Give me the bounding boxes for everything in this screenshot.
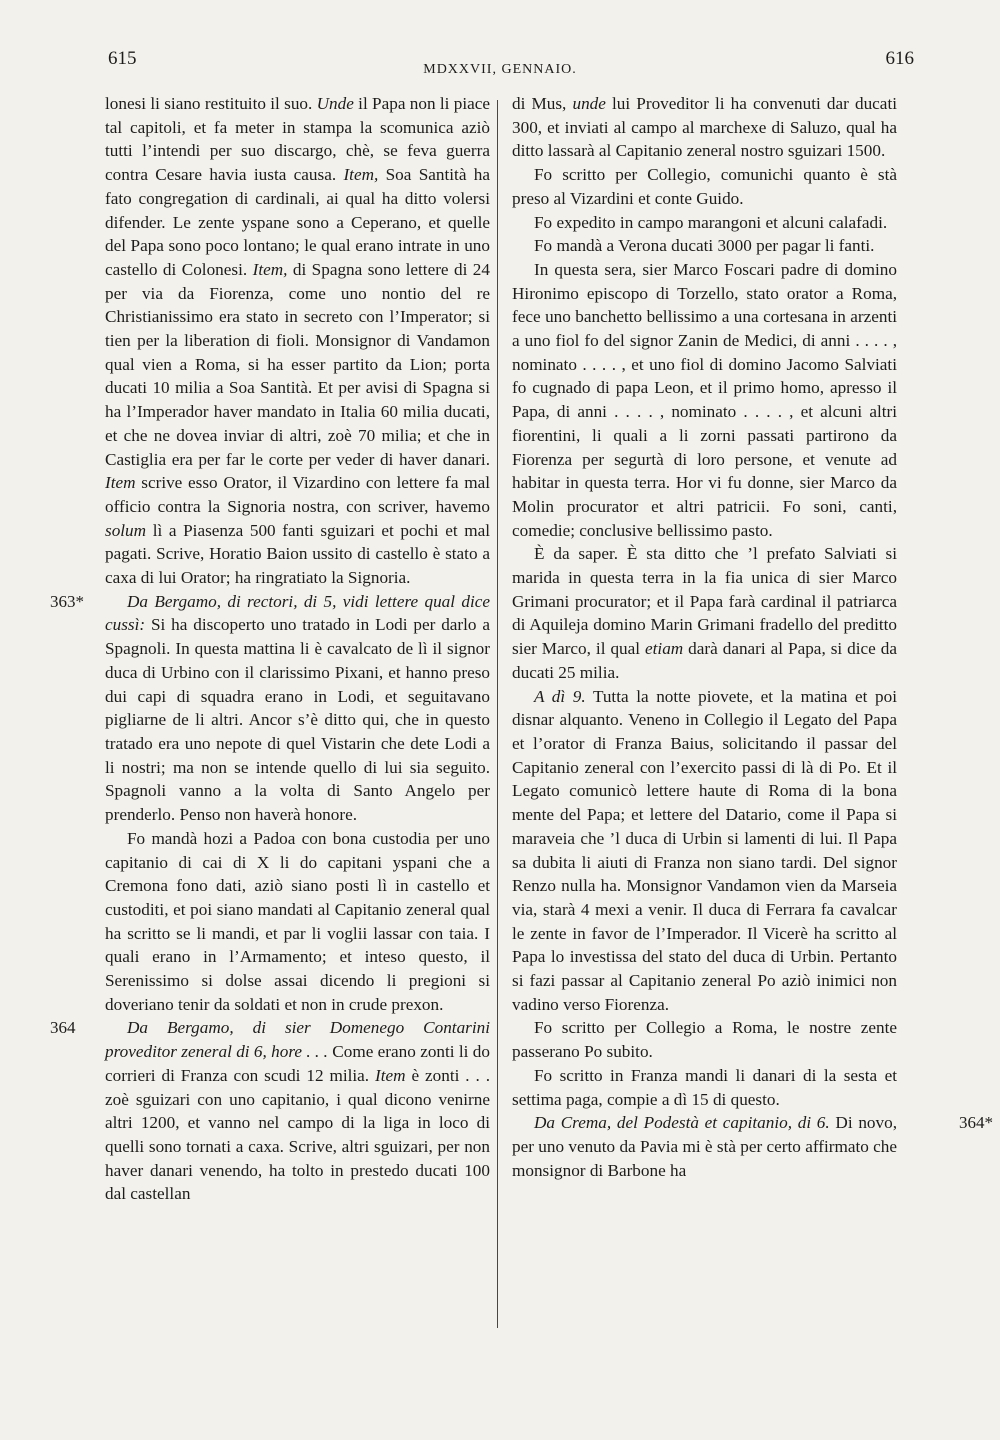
margin-folio-number: 364 <box>50 1018 76 1038</box>
paragraph: Fo mandà hozi a Padoa con bona custodia per uno capitanio di cai di X li do capitani yspani che a Cremona fono dati, aziò siano posti lì in castello et custoditi, et poi siano mandati al Capitanio zeneral qual ha scritto se li mandi, et par li voglii lassar con taia. I quali erano in l’Armamento; et inteso questo, il Serenissimo si dolse assai dicendo li pregioni si doveriano tenir da soldati et non in crude prexon. <box>105 828 490 1014</box>
entry-heading: A dì 9. <box>534 686 586 706</box>
paragraph: È da saper. È sta ditto che ’l prefato Salviati si marida in questa terra in la fia unica di sier Marco Grimani procurator; et il Papa farà cardinal il patriarca di Aquileja domino Marin Grimani fradello del preditto sier Marco, il qual etiam darà danari al Papa, si dice da ducati 25 milia. <box>512 544 897 682</box>
letter-entry: 364* Da Crema, del Podestà et capitanio, di 6. Di novo, per uno venuto da Pavia mi è stà per certo affirmato che monsignor di Barbone ha <box>512 1113 993 1180</box>
paragraph: Fo scritto in Franza mandi li danari di la sesta et settima paga, compie a dì 15 di questo. <box>512 1065 897 1109</box>
left-column <box>50 92 490 1206</box>
entry-heading: Da Bergamo, di rectori, di 5, vidi lettere qual dice cussì: <box>105 591 490 635</box>
paragraph: Fo expedito in campo marangoni et alcuni calafadi. <box>534 212 888 232</box>
right-column <box>512 92 993 1182</box>
dated-entry: A dì 9. Tutta la notte piovete, et la matina et poi disnar alquanto. Veneno in Collegio il Legato del Papa et l’orator di Franza Baius, solicitando il passar del Capitanio zeneral con l’exercito passi di là di Po. Et il Legato comunicò lettere haute di Roma di la bona mente del Papa; et lettere del Datario, come il Papa si maraveia che ’l duca di Urbin si lamenti di lui. Il Papa sa dubita li aiuti di Franza non siano tardi. Del signor Renzo nulla ha. Monsignor Vandamon vien da Marseia via, starà 4 mexi a venir. Il duca di Ferrara fa cavalcar le zente in favor de l’Imperador. Il Vicerè ha scritto al Papa lo investissa del stato del duca di Urbin. Pertanto si fazi passar al Capitanio zeneral Po aziò inimici non vadino verso Fiorenza. <box>512 686 897 1014</box>
column-divider <box>497 100 498 1328</box>
entry-heading: Da Bergamo, di sier Domenego Contarini proveditor zeneral di 6, hore . . . <box>105 1018 490 1062</box>
entry-heading: Da Crema, del Podestà et capitanio, di 6. <box>534 1113 830 1133</box>
right-page-number: 616 <box>885 48 914 69</box>
paragraph: Fo mandà a Verona ducati 3000 per pagar li fanti. <box>534 236 875 256</box>
paragraph: lonesi li siano restituito il suo. Unde il Papa non li piace tal capitoli, et fa meter in stampa la scomunica aziò tutti l’intendi per suo discargo, chè, se feva guerra contra Cesare havia iusta causa. Item, Soa Santità ha fato congregation di cardinali, ai qual ha ditto volersi difender. Le zente yspane sono a Ceperano, et quelle del Papa sono poco lontano; le qual erano intrate in uno castello di Colonesi. Item, di Spagna sono lettere di 24 per via da Fiorenza, come uno nontio del re Christianissimo era stato in secreto con l’Imperator; si tien per la liberation di fioli. Monsignor di Vandamon qual vien a Roma, si ha esser partito da Lion; porta ducati 10 milia a Soa Santità. Et per avisi di Spagna si ha l’Imperador haver mandato in Italia 60 milia ducati, et che ne dovea inviar di altri, zoè 70 milia; et che in Castiglia era per far le corte per veder di haver danari. Item scrive esso Orator, il Vizardino con lettere fa mal officio contra la Signoria nostra, con scriver, havemo solum lì a Piasenza 500 fanti sguizari et pochi et mal pagati. Scrive, Horatio Baion ussito di castello è stato a caxa di lui Orator; ha ringratiato la Signoria. <box>105 94 490 588</box>
paragraph: In questa sera, sier Marco Foscari padre di domino Hironimo episcopo di Torzello, stato orator a Roma, fece uno banchetto bellissimo a una cortesana in arzenti a uno fiol fo del signor Zanin de Medici, di anni . . . . , nominato . . . . , et uno fiol di domino Jacomo Salviati fo cugnado di papa Leon, et il primo homo, apresso il Papa, di anni . . . . , nominato . . . . , et alcuni altri fiorentini, li quali a li zorni passati partirono da Fiorenza per segurtà di loro persone, et venute ad habitar in questa terra. Hor vi fu donne, sier Marco da Molin procurator et altri patricii. Fo soni, canti, comedie; conclusive bellissimo pasto. <box>512 259 897 540</box>
letter-entry: 364 Da Bergamo, di sier Domenego Contarini proveditor zeneral di 6, hore . . . Come erano zonti li do corrieri di Franza con scudi 12 milia. Item è zonti . . . zoè sguizari con uno capitanio, i qual dicono venirne altri 1200, et vanno nel campo di la liga in loco di quelli sono tornati a caxa. Scrive, altri sguizari, per non haver danari venendo, ha tolto in prestedo ducati 100 dal castellan <box>50 1018 490 1204</box>
margin-folio-number: 364* <box>959 1113 993 1133</box>
paragraph: di Mus, unde lui Proveditor li ha convenuti dar ducati 300, et inviati al campo al marchexe di Saluzo, qual ha ditto lassarà al Capitanio zeneral nostro sguizari 1500. <box>512 94 897 161</box>
running-title: MDXXVII, GENNAIO. <box>423 62 577 77</box>
letter-entry: 363* Da Bergamo, di rectori, di 5, vidi lettere qual dice cussì: Si ha discoperto uno tratado in Lodi per darlo a Spagnoli. In questa mattina li è cavalcato de lì il signor duca di Urbino con il clarissimo Pixani, et hanno preso dui capi di squadra erano in Lodi, et seguitavano pigliarne de li altri. Ancor s’è ditto qui, che in questo tratado era uno nepote di quel Vistarin che dete Lodi a li nostri; ma non se intende quello di lui sia seguito. Spagnoli vanno a la volta di Santo Angelo per prenderlo. Penso non haverà honore. <box>50 591 490 825</box>
left-page-number: 615 <box>108 48 137 69</box>
paragraph: Fo scritto per Collegio a Roma, le nostre zente passerano Po subito. <box>512 1018 897 1062</box>
margin-folio-number: 363* <box>50 591 84 611</box>
paragraph: Fo scritto per Collegio, comunichi quanto è stà preso al Vizardini et conte Guido. <box>512 165 897 208</box>
